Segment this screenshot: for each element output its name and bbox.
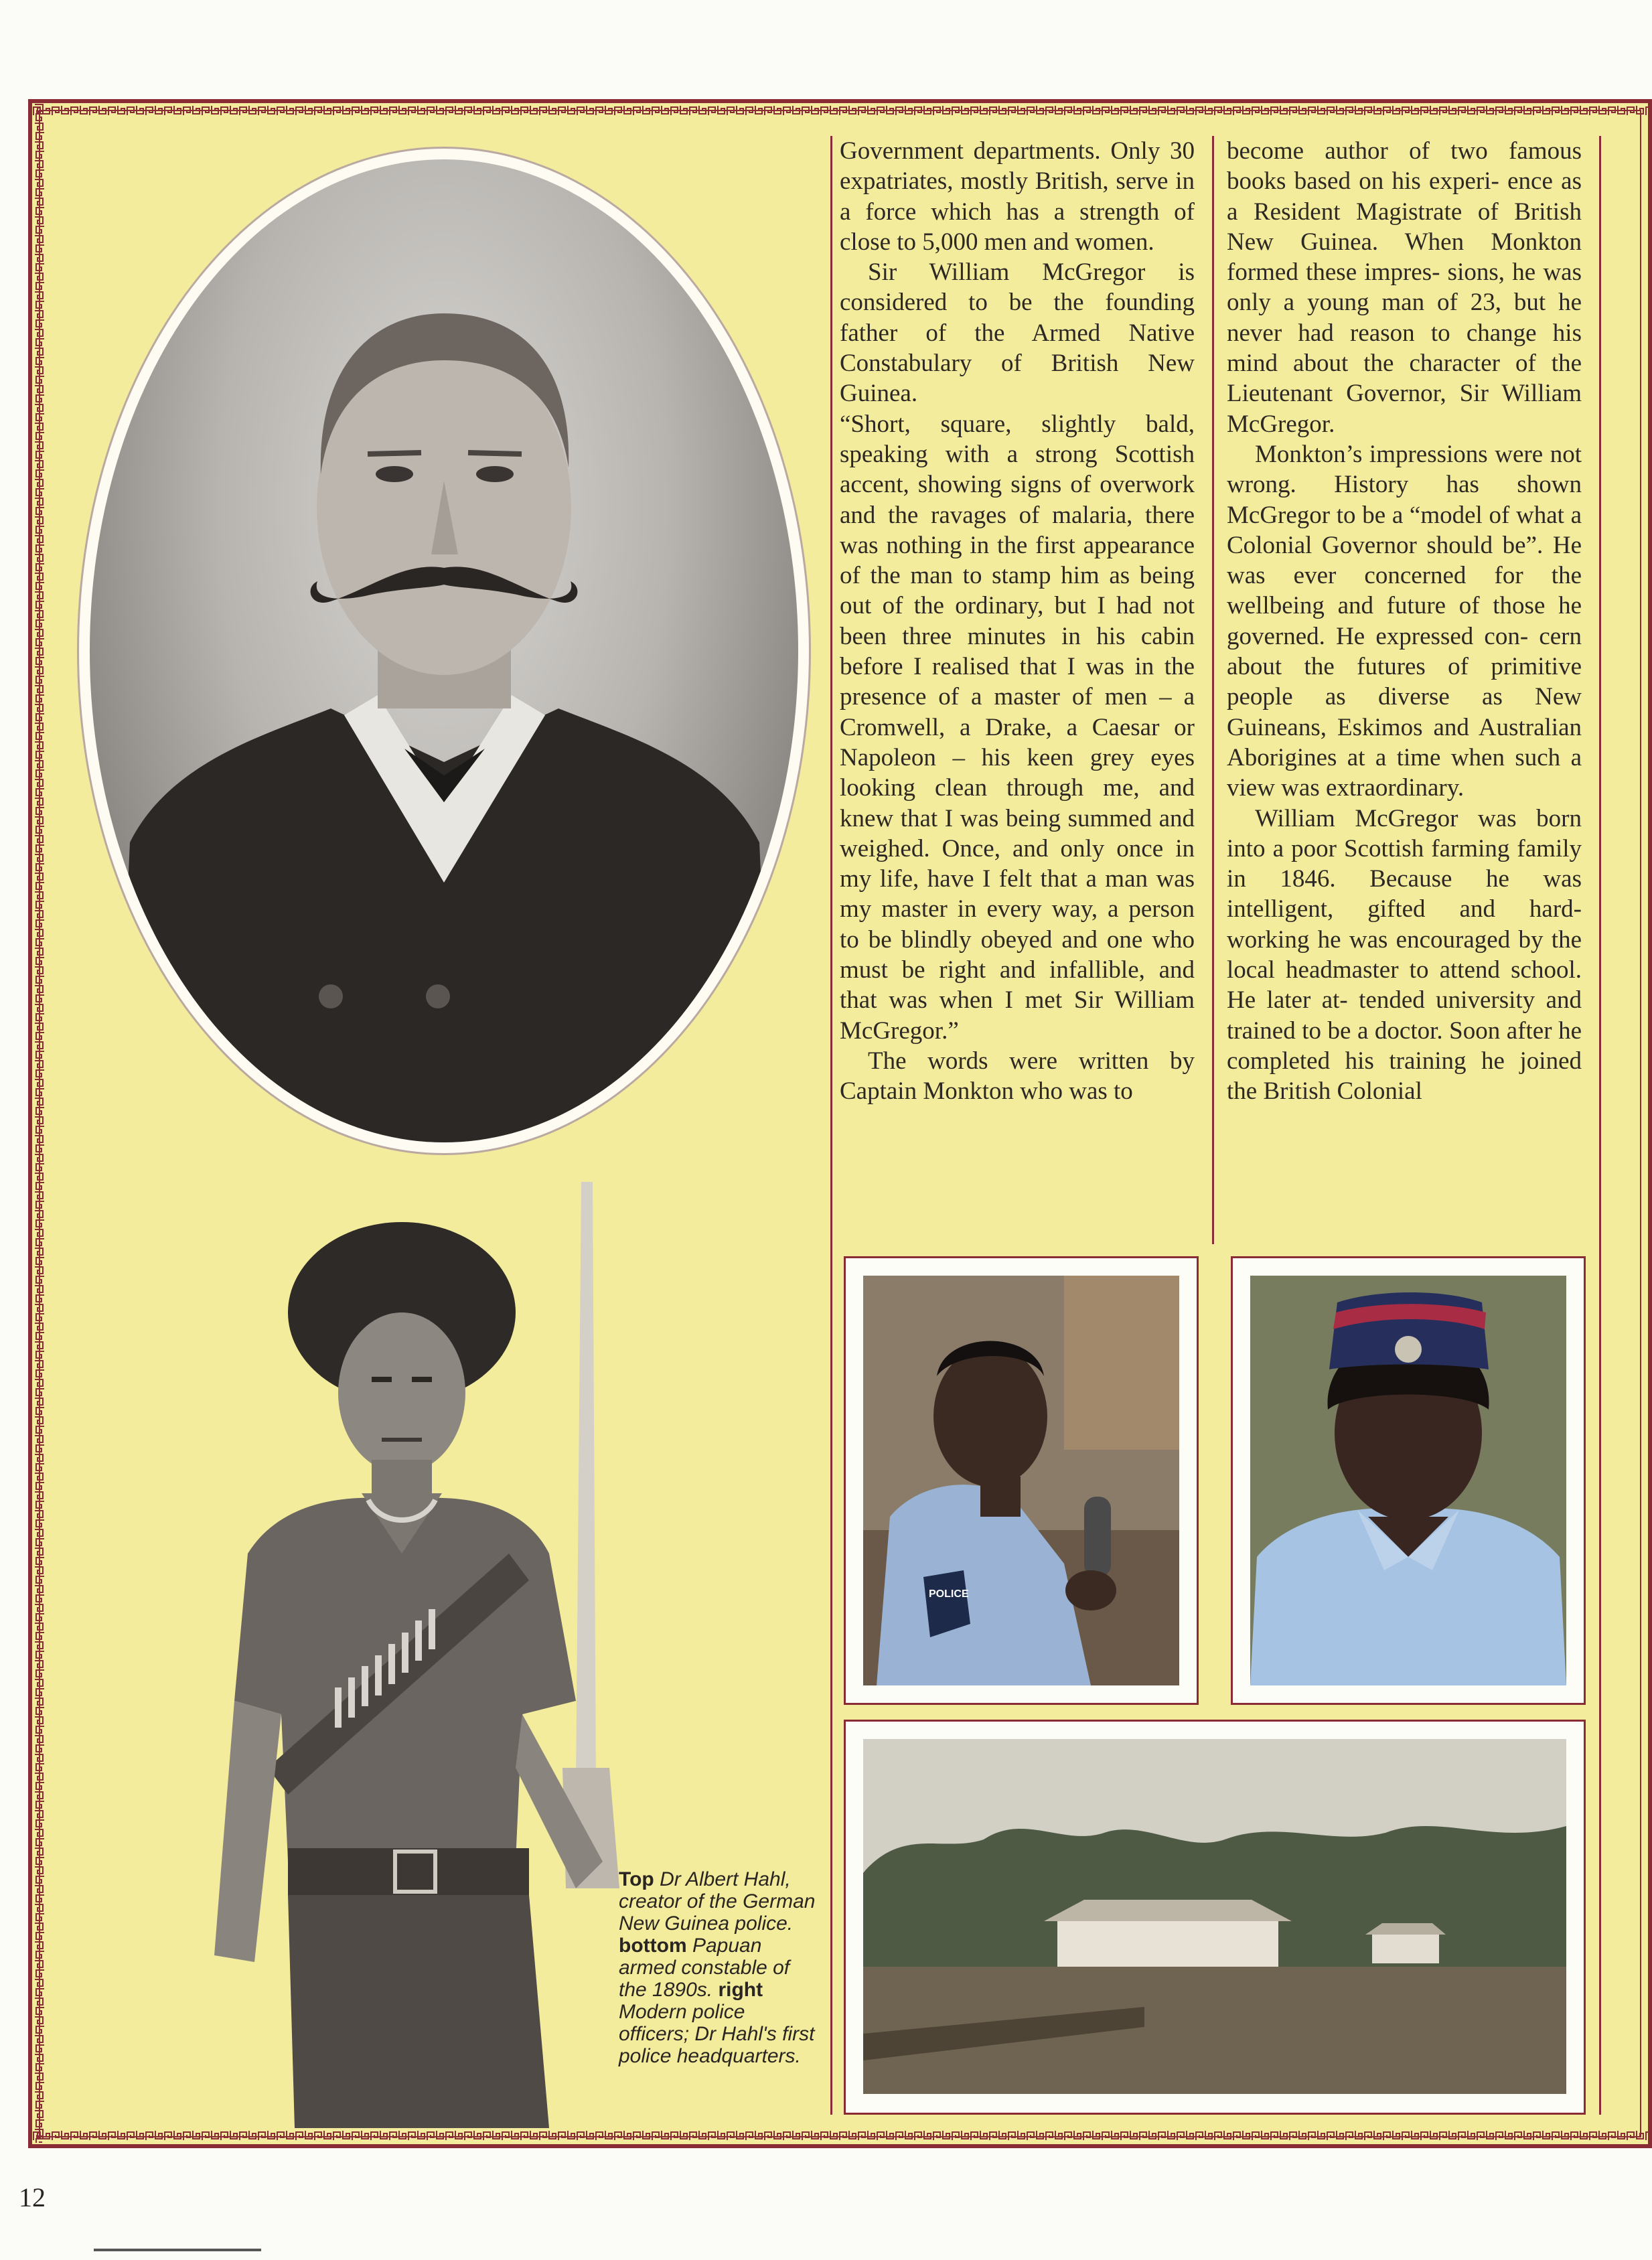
policewoman-photo-frame bbox=[1231, 1256, 1586, 1705]
article-paragraph: The words were written by Captain Monkton who was to bbox=[840, 1047, 1195, 1106]
article-paragraph: “Short, square, slightly bald, speaking with a strong Scottish accent, showing signs of overwork and the ravages of malaria, there was nothing in the first appearance of the man to stamp him as being out of the ordinary, but I had not been three minutes in his cabin before I realised that I was in the presence of a master of men – a Cromwell, a Drake, a Caesar or Napoleon – his keen grey eyes looking clean through me, and knew that I was being summed and weighed. Once, and only once in my life, have I felt that a man was my master in every way, a person to be blindly obeyed and one who must be right and infallible, and that was when I met Sir William McGregor.” bbox=[840, 410, 1195, 1045]
caption-right-label: right bbox=[718, 1979, 763, 2001]
caption-bottom-label: bottom bbox=[619, 1935, 687, 1957]
police-officer-radio-photo-frame bbox=[844, 1256, 1199, 1705]
article-paragraph: Government departments. Only 30 expatriates, mostly British, serve in a force which has a strength of close to 5,000 men and women. bbox=[840, 137, 1195, 256]
column-rule-right bbox=[1599, 136, 1601, 2115]
portrait-photo-frame bbox=[79, 149, 809, 1153]
police-officer-radio-photo bbox=[863, 1276, 1179, 1685]
article-paragraph: Monkton’s impressions were not wrong. History has shown McGregor to be a “model of what a Colonial Governor should be”. He was ever concerned for the wellbeing and future of those he governed. He expressed con- cern about the futures of primitive people as diverse as New Guineans, Eskimos and Australian Aborigines at a time when such a view was extraordinary. bbox=[1227, 440, 1582, 802]
portrait-photo bbox=[90, 159, 798, 1142]
article-paragraph: William McGregor was born into a poor Scottish farming family in 1846. Because he was intelligent, gifted and hard- working he was encouraged by the local headmaster to attend school. He later at- tended university and trained to be a doctor. Soon after he completed his training he joined the British Colonial bbox=[1227, 804, 1582, 1106]
caption-right-text: Modern police officers; Dr Hahl's first police headquarters. bbox=[619, 2001, 815, 2067]
column-rule-left bbox=[830, 136, 832, 2115]
column-rule-middle bbox=[1212, 136, 1214, 1244]
caption-top-text: Dr Albert Hahl, creator of the German New Guinea police. bbox=[619, 1868, 816, 1935]
caption-bottom-text: Papuan armed constable of the 1890s. bbox=[619, 1935, 790, 2001]
first-police-headquarters-photo-frame bbox=[844, 1720, 1586, 2115]
ornamental-border-left bbox=[32, 103, 47, 2143]
bottom-rule bbox=[94, 2249, 261, 2251]
police-badge-text: POLICE bbox=[929, 1588, 969, 1600]
page-number: 12 bbox=[19, 2182, 46, 2212]
ornamental-border-bottom bbox=[32, 2128, 1648, 2143]
article-column-1 bbox=[840, 136, 1195, 1107]
ornamental-border-top bbox=[32, 103, 1648, 118]
policewoman-photo bbox=[1250, 1276, 1566, 1685]
article-column-2 bbox=[1227, 136, 1582, 1107]
article-paragraph: Sir William McGregor is considered to be the founding father of the Armed Native Constabulary of British New Guinea. bbox=[840, 258, 1195, 408]
first-police-headquarters-photo bbox=[863, 1739, 1566, 2094]
photo-caption bbox=[619, 1868, 820, 2067]
article-paragraph: become author of two famous books based on his experi- ence as a Resident Magistrate of British New Guinea. When Monkton formed these impres- sions, he was only a young man of 23, but he never had reason to change his mind about the character of the Lieutenant Governor, Sir William McGregor. bbox=[1227, 137, 1582, 438]
caption-top-label: Top bbox=[619, 1868, 654, 1890]
